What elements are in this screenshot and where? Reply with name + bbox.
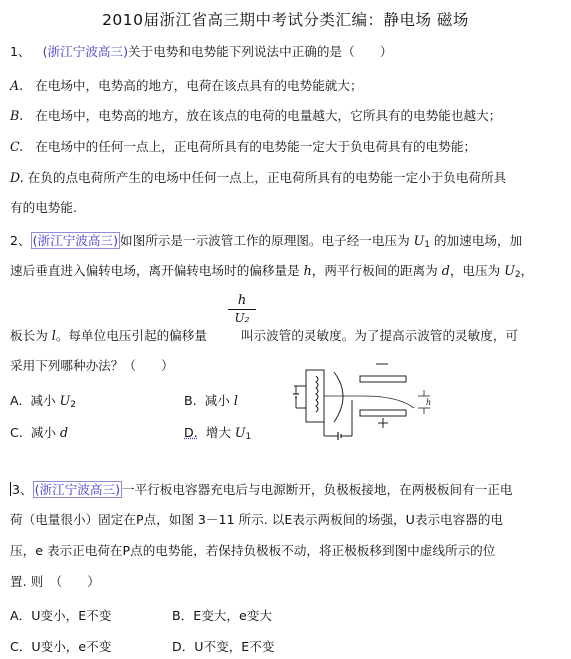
q3-line-2: 荷（电量很小）固定在P点，如图 3－11 所示. 以E表示两板间的场强，U表示电容器的电 <box>10 512 504 527</box>
q3-option-c: C．U变小，e不变 <box>10 639 112 654</box>
coil-loops <box>316 376 318 412</box>
oscilloscope-diagram <box>290 358 440 446</box>
fraction-numerator: h <box>237 293 247 308</box>
heater-coil <box>306 370 324 422</box>
h-label: h <box>426 398 432 407</box>
q2-line-4: 采用下列哪种办法？（ ） <box>10 358 174 373</box>
anode-arc <box>334 372 343 422</box>
q1-option-d: D. 在负的点电荷所产生的电场中任何一点上，正电荷所具有的电势能一定小于负电荷所具 <box>10 170 507 185</box>
q3-option-b: B．E变大，e变大 <box>172 608 272 623</box>
q2-line-3: 板长为 l。每单位电压引起的偏移量 叫示波管的灵敏度。为了提高示波管的灵敏度，可 <box>10 328 519 343</box>
q2-line-2: 速后垂直进入偏转电场，离开偏转电场时的偏移量是 h，两平行板间的距离为 d，电压为 $U_2$， <box>10 263 534 280</box>
q3-line-3: 压，e 表示正电荷在P点的电势能，若保持负极板不动，将正极板移到图中虚线所示的位 <box>10 543 496 558</box>
fraction-denominator: U₂ <box>234 311 250 325</box>
q2-option-d: D. 增大 $U_1$ <box>184 425 252 442</box>
q2-option-b: B. 减小 l <box>184 393 238 408</box>
q1-option-a: A. 在电场中，电势高的地方，电荷在该点具有的电势能就大； <box>10 78 363 93</box>
q1-source: (浙江宁波高三) <box>42 44 129 59</box>
electron-beam <box>324 396 414 408</box>
page-title: 2010届浙江省高三期中考试分类汇编：静电场 磁场 <box>102 11 469 29</box>
upper-plate <box>360 376 406 382</box>
fraction-bar <box>228 309 256 310</box>
q1-number: 1、 <box>10 44 31 59</box>
q1-option-b: B. 在电场中，电势高的地方，放在该点的电荷的电量越大，它所具有的电势能也越大； <box>10 108 502 123</box>
sensitivity-fraction <box>228 293 256 325</box>
q2-option-a: A. 减小 $U_2$ <box>10 393 76 410</box>
q3-option-a: A．U变小，E不变 <box>10 608 112 623</box>
q3-line-4: 置. 则 （ ） <box>10 574 100 589</box>
q2-line-1: 2、 (浙江宁波高三) 如图所示是一示波管工作的原理图。电子经一电压为 $U_1$ 的加速电场，加 <box>10 233 523 250</box>
q3-line-1: 3、 (浙江宁波高三) 一平行板电容器充电后与电源断开，负极板接地，在两极板间有一正电 <box>12 482 513 497</box>
text-cursor <box>10 482 11 496</box>
lower-plate <box>360 410 406 416</box>
q1-option-d-cont: 有的电势能. <box>10 200 77 215</box>
q1-option-c: C. 在电场中的任何一点上，正电荷所具有的电势能一定大于负电荷具有的电势能； <box>10 139 476 154</box>
q3-source: (浙江宁波高三) <box>34 482 120 497</box>
q1-question: 关于电势和电势能下列说法中正确的是（ ） <box>128 44 393 59</box>
q2-option-c: C. 减小 d <box>10 425 69 440</box>
q3-option-d: D．U不变，E不变 <box>172 639 275 654</box>
q2-source: (浙江宁波高三) <box>32 233 118 248</box>
q1-stem <box>10 44 392 60</box>
